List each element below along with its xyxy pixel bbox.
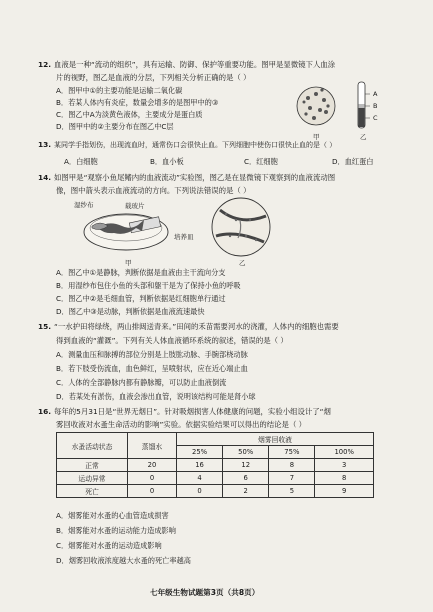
q13-stem: 某同学手指划伤，出现流血时，通常伤口会很快止血。下列细胞中使伤口很快止血的是（ ）: [54, 141, 337, 149]
q12-stem-line2: 片的视野，图乙是血液的分层，下列相关分析正确的是（ ）: [56, 73, 251, 82]
table-header-concentration: 25%: [177, 446, 223, 459]
q15-stem-line1: “一水护田将绿绕，两山排闼送青来。”田间的禾苗需要河水的浇灌，人体内的细胞也需要: [54, 322, 339, 331]
table-cell: 3: [315, 459, 374, 472]
q14-fig-label-jia: 甲: [125, 259, 132, 267]
q16-data-table: [56, 432, 374, 498]
table-cell: 0: [128, 472, 177, 485]
page-footer: 七年级生物试题第3页（共8页）: [150, 588, 260, 597]
q16-number: 16.: [38, 407, 52, 416]
table-row: [57, 459, 374, 472]
table-row: [57, 485, 374, 498]
table-cell: 9: [315, 485, 374, 498]
table-cell: 4: [177, 472, 223, 485]
table-cell: 7: [269, 472, 315, 485]
table-cell: 2: [223, 485, 269, 498]
q14-option-d: D．图乙中③是动脉，判断依据是血液流速最快: [56, 307, 205, 316]
q16-option-d: D．烟雾回收液浓度越大水蚤的死亡率越高: [56, 556, 191, 565]
q14-number: 14.: [38, 173, 52, 182]
q13-option-a: A．白细胞: [64, 157, 98, 166]
q14-fig-label-slide: 载玻片: [125, 202, 145, 210]
q12-option-c: C．图乙中A为淡黄色液体，主要成分是蛋白质: [56, 110, 203, 119]
q12-option-a: A．图甲中①的主要功能是运输二氧化碳: [56, 86, 183, 95]
q12-fig-label-jia: 甲: [313, 133, 320, 141]
q13-option-d: D．血红蛋白: [332, 157, 374, 166]
q12-option-d: D．图甲中的②主要分布在图乙中C层: [56, 122, 174, 131]
q14-fig-label-yi: 乙: [239, 259, 246, 267]
table-header-concentration: 75%: [269, 446, 315, 459]
table-header-concentration: 50%: [223, 446, 269, 459]
q14-stem-line2: 像，图中箭头表示血液流动的方向。下列说法错误的是（ ）: [56, 186, 251, 195]
table-header-state: 水蚤活动状态: [57, 433, 128, 459]
q12-stem-line1: 血液是一种“流动的组织”，具有运输、防御、保护等重要功能。图甲是显微镜下人血涂: [54, 60, 336, 69]
q13-number: 13.: [38, 140, 52, 149]
table-row-label: 死亡: [57, 485, 128, 498]
q14-stem-line1: 如图甲是“观察小鱼尾鳍内的血液流动”实验图，图乙是在显微镜下观察到的血液流动图: [54, 173, 336, 182]
table-header-concentration: 100%: [315, 446, 374, 459]
table-cell: 8: [315, 472, 374, 485]
q15-stem-line2: 得到血液的“灌溉”。下列有关人体血液循环系统的叙述，错误的是（ ）: [56, 336, 288, 345]
table-cell: 12: [223, 459, 269, 472]
q14-option-b: B．用湿纱布包住小鱼的头部和躯干是为了保持小鱼的呼吸: [56, 281, 241, 290]
q12-fig-label-yi: 乙: [360, 133, 367, 141]
table-cell: 16: [177, 459, 223, 472]
q15-option-a: A．测量血压和脉搏的部位分别是上肢肱动脉、手腕部桡动脉: [56, 350, 248, 359]
q16-stem-line1: 每年的5月31日是“世界无烟日”。针对吸烟损害人体健康的问题，实验小组设计了“烟: [54, 407, 331, 416]
q16-option-c: C．烟雾能对水蚤的运动造成影响: [56, 541, 162, 550]
q14-option-c: C．图乙中②是毛细血管，判断依据是红细胞单行通过: [56, 294, 226, 303]
q16-option-a: A．烟雾能对水蚤的心血管造成损害: [56, 511, 169, 520]
q14-option-a: A．图乙中①是静脉，判断依据是血液由主干流向分支: [56, 268, 226, 277]
table-header-distilled-water: 蒸馏水: [128, 433, 177, 459]
q13-option-c: C．红细胞: [244, 157, 278, 166]
q14-microscope-view-figure: [206, 196, 276, 258]
q12-fig-label-b: B: [373, 102, 378, 110]
q15-option-d: D．若某处有淤伤，血液会渗出血管，说明该结构可能是肾小球: [56, 392, 256, 401]
table-row-label: 运动异常: [57, 472, 128, 485]
q16-stem-line2: 雾回收液对水蚤生命活动的影响”实验。依据实验结果可以得出的结论是（ ）: [56, 420, 307, 429]
q12-fig-label-a: A: [373, 90, 378, 98]
q12-option-b: B．若某人体内有炎症，数量会增多的是图甲中的③: [56, 98, 219, 107]
q14-fig-label-dish: 培养皿: [174, 233, 194, 241]
q15-option-b: B．若下肢受伤流血，血色鲜红，呈喷射状，应在近心端止血: [56, 364, 248, 373]
q14-fig-label-gauze: 湿纱布: [74, 201, 94, 209]
table-cell: 6: [223, 472, 269, 485]
q13-option-b: B．血小板: [150, 157, 184, 166]
q15-option-c: C．人体的全部静脉内都有静脉瓣，可以防止血液倒流: [56, 378, 227, 387]
table-cell: 0: [128, 485, 177, 498]
table-cell: 0: [177, 485, 223, 498]
table-cell: 5: [269, 485, 315, 498]
table-cell: 8: [269, 459, 315, 472]
q12-number: 12.: [38, 60, 52, 69]
table-cell: 20: [128, 459, 177, 472]
table-header-smoke-liquid: 烟雾回收液: [177, 433, 374, 446]
q15-number: 15.: [38, 322, 52, 331]
q16-option-b: B．烟雾能对水蚤的运动能力造成影响: [56, 526, 176, 535]
table-row: [57, 472, 374, 485]
q12-fig-label-c: C: [373, 114, 378, 122]
table-row-label: 正常: [57, 459, 128, 472]
